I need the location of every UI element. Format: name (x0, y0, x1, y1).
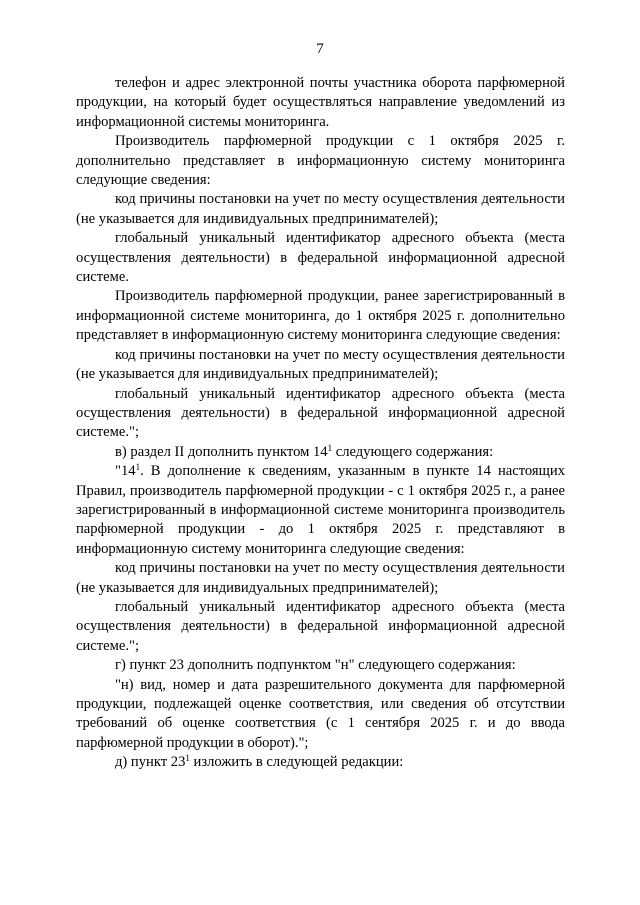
page-number: 7 (316, 41, 324, 57)
list-item-fias-guid: глобальный уникальный идентификатор адресного объекта (места осуществления деятельности) в федеральной информационной адресной системе. (76, 230, 565, 286)
paragraph-registered-producer: Производитель парфюмерной продукции, ранее зарегистрированный в информационной системе мониторинга, до 1 октября 2025 г. дополнительно представляет в информационную систему мониторинга следующие сведения: (76, 288, 565, 344)
paragraph-point-23-1-amendment: д) пункт $23^1$ изложить в следующей редакции: (115, 753, 404, 771)
list-item-fias-guid: глобальный уникальный идентификатор адресного объекта (места осуществления деятельности) в федеральной информационной адресной системе."; (76, 385, 565, 441)
paragraph-producer-requirements: Производитель парфюмерной продукции с 1 октября 2025 г. дополнительно представляет в информационную систему мониторинга следующие сведения: (76, 133, 565, 189)
list-item-fias-guid: глобальный уникальный идентификатор адресного объекта (места осуществления деятельности) в федеральной информационной адресной системе."; (76, 598, 565, 654)
paragraph-point-23-amendment: г) пункт 23 дополнить подпунктом "н" следующего содержания: (115, 657, 516, 674)
paragraph-point-14-1: "$14^1$. В дополнение к сведениям, указанным в пункте 14 настоящих Правил, производитель парфюмерной продукции - с 1 октября 2025 г., а ранее зарегистрированный в информационной системе мониторинга производитель парфюмерной продукции - до 1 октября 2025 г. представляют в информационную систему мониторинга следующие сведения: (76, 462, 565, 557)
paragraph-contact-info: телефон и адрес электронной почты участника оборота парфюмерной продукции, на который будет осуществляться направление уведомлений из информационной системы мониторинга. (76, 75, 565, 130)
paragraph-subpoint-n: "н) вид, номер и дата разрешительного документа для парфюмерной продукции, подлежащей оценке соответствия, или сведения об отсутствии требований об оценке соответствия (с 1 сентября 2025 г. и до ввода парфюмерной продукции в оборот)."; (76, 676, 565, 751)
list-item-kpp: код причины постановки на учет по месту осуществления деятельности (не указывается для индивидуальных предпринимателей); (76, 560, 565, 596)
list-item-kpp: код причины постановки на учет по месту осуществления деятельности (не указывается для индивидуальных предпринимателей); (76, 191, 565, 227)
list-item-kpp: код причины постановки на учет по месту осуществления деятельности (не указывается для индивидуальных предпринимателей); (76, 346, 565, 383)
document-body (76, 74, 565, 773)
paragraph-section-ii-amendment: в) раздел II дополнить пунктом $14^1$ следующего содержания: (115, 442, 494, 460)
